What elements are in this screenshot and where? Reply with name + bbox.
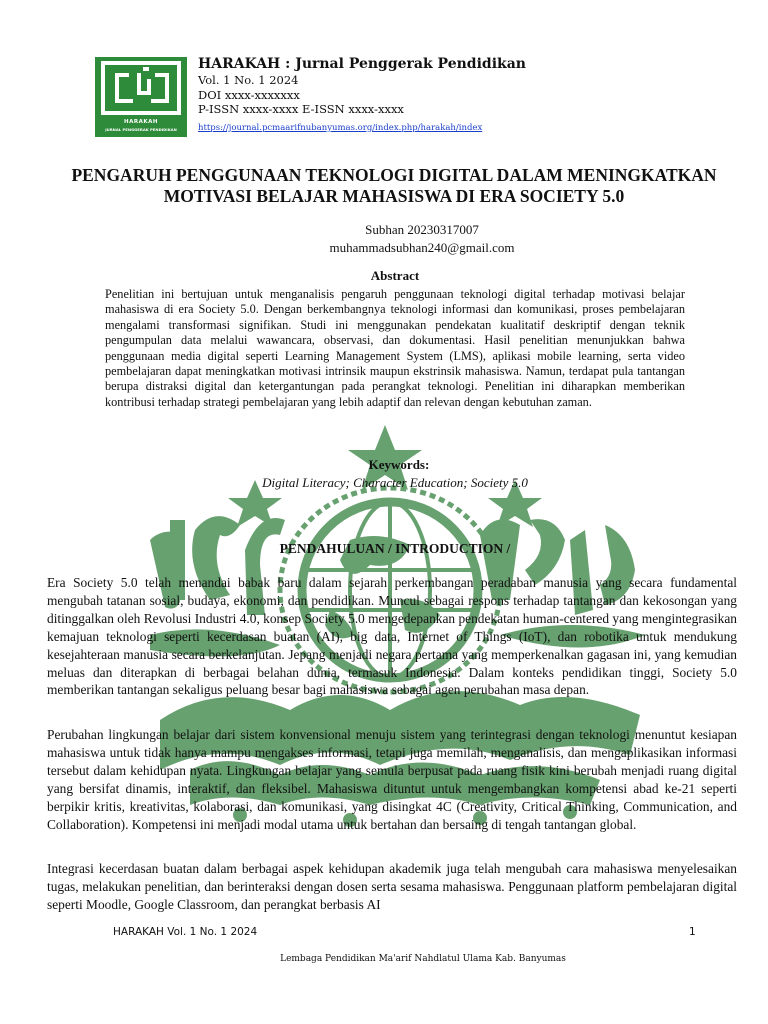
journal-volume: Vol. 1 No. 1 2024 <box>198 73 299 87</box>
journal-title: HARAKAH : Jurnal Penggerak Pendidikan <box>198 56 526 72</box>
journal-url-link[interactable]: https://journal.pcmaarifnubanyumas.org/index.php/harakah/index <box>198 122 483 133</box>
journal-issn: P-ISSN xxxx-xxxx E-ISSN xxxx-xxxx <box>198 102 404 116</box>
author-email: muhammadsubhan240@gmail.com <box>329 240 515 255</box>
keywords-text: Digital Literacy; Character Education; Society 5.0 <box>262 475 528 490</box>
harakah-logo-icon <box>95 57 187 137</box>
abstract-text: Penelitian ini bertujuan untuk menganalisis pengaruh penggunaan teknologi digital terhadap motivasi belajar mahasiswa di era Society 5.0. Dengan berkembangnya teknologi informasi dan komunikasi, proses pembelajaran mengalami transformasi signifikan. Studi ini menggunakan pendekatan kualitatif deskriptif dengan teknik pengumpulan data melalui wawancara, observasi, dan dokumentasi. Hasil penelitian menunjukkan bahwa penggunaan media digital seperti Learning Management System (LMS), aplikasi mobile learning, serta video pembelajaran dapat meningkatkan motivasi intrinsik maupun ekstrinsik mahasiswa. Namun, terdapat pula tantangan berupa distraksi digital dan ketergantungan pada perangkat teknologi. Penelitian ini diharapkan memberikan kontribusi terhadap strategi pembelajaran yang lebih adaptif dan relevan dengan kebutuhan zaman. <box>105 287 685 409</box>
paper-title-line2: MOTIVASI BELAJAR MAHASISWA DI ERA SOCIETY 5.0 <box>163 186 625 206</box>
logo-subtitle: JURNAL PENGGERAK PENDIDIKAN <box>105 127 177 132</box>
paragraph: Perubahan lingkungan belajar dari sistem konvensional menuju sistem yang terintegrasi dengan teknologi menuntut kesiapan mahasiswa untuk tidak hanya mampu mengakses informasi, tetapi juga memilah, menganalisis, dan mengaplikasikan informasi tersebut dalam kehidupan nyata. Lingkungan belajar yang semula berpusat pada ruang fisik kini berubah menjadi ruang digital yang bersifat dinamis, interaktif, dan fleksibel. Mahasiswa dituntut untuk mengembangkan kompetensi abad ke-21 seperti berpikir kritis, kreativitas, kolaborasi, dan komunikasi, yang disingkat 4C (Creativity, Critical Thinking, Communication, and Collaboration). Kompetensi ini menjadi modal utama untuk bertahan dan bersaing di tengah tantangan global. <box>47 727 737 832</box>
keywords-heading: Keywords: <box>368 457 430 472</box>
section-heading: PENDAHULUAN / INTRODUCTION / <box>279 541 511 556</box>
paper-title-line1: PENGARUH PENGGUNAAN TEKNOLOGI DIGITAL DALAM MENINGKATKAN <box>71 165 717 185</box>
author-name: Subhan 20230317007 <box>365 222 479 237</box>
paragraph: Era Society 5.0 telah menandai babak baru dalam sejarah perkembangan peradaban manusia yang secara fundamental mengubah tatanan sosial, budaya, ekonomi, dan pendidikan. Muncul sebagai respons terhadap tantangan dan kekosongan yang ditinggalkan oleh Revolusi Industri 4.0, konsep Society 5.0 mengedepankan pendekatan human-centered yang mengintegrasikan kemajuan teknologi seperti kecerdasan buatan (AI), big data, Internet of Things (IoT), dan robotika untuk mendukung kesejahteraan manusia secara berkelanjutan. Jepang menjadi negara pertama yang memperkenalkan gagasan ini, yang kemudian meluas dan diterapkan di berbagai belahan dunia, termasuk Indonesia. Dalam konteks pendidikan tinggi, Society 5.0 memberikan tantangan sekaligus peluang besar bagi mahasiswa sebagai agen perubahan masa depan. <box>47 575 737 698</box>
paper-title <box>40 165 748 207</box>
abstract-heading: Abstract <box>370 268 420 283</box>
footer-institution: Lembaga Pendidikan Ma'arif Nahdlatul Ulama Kab. Banyumas <box>280 954 566 964</box>
logo-name: HARAKAH <box>124 119 158 125</box>
footer-journal: HARAKAH Vol. 1 No. 1 2024 <box>113 926 258 938</box>
page-number: 1 <box>689 926 696 938</box>
author-block <box>172 221 672 257</box>
journal-header <box>198 56 526 135</box>
journal-doi: DOI xxxx-xxxxxxx <box>198 87 300 102</box>
paragraph: Integrasi kecerdasan buatan dalam berbagai aspek kehidupan akademik juga telah mengubah cara mahasiswa menyelesaikan tugas, melakukan penelitian, dan berinteraksi dengan dosen serta sesama mahasiswa. Penggunaan platform pembelajaran digital seperti Moodle, Google Classroom, dan perangkat berbasis AI <box>47 861 737 912</box>
